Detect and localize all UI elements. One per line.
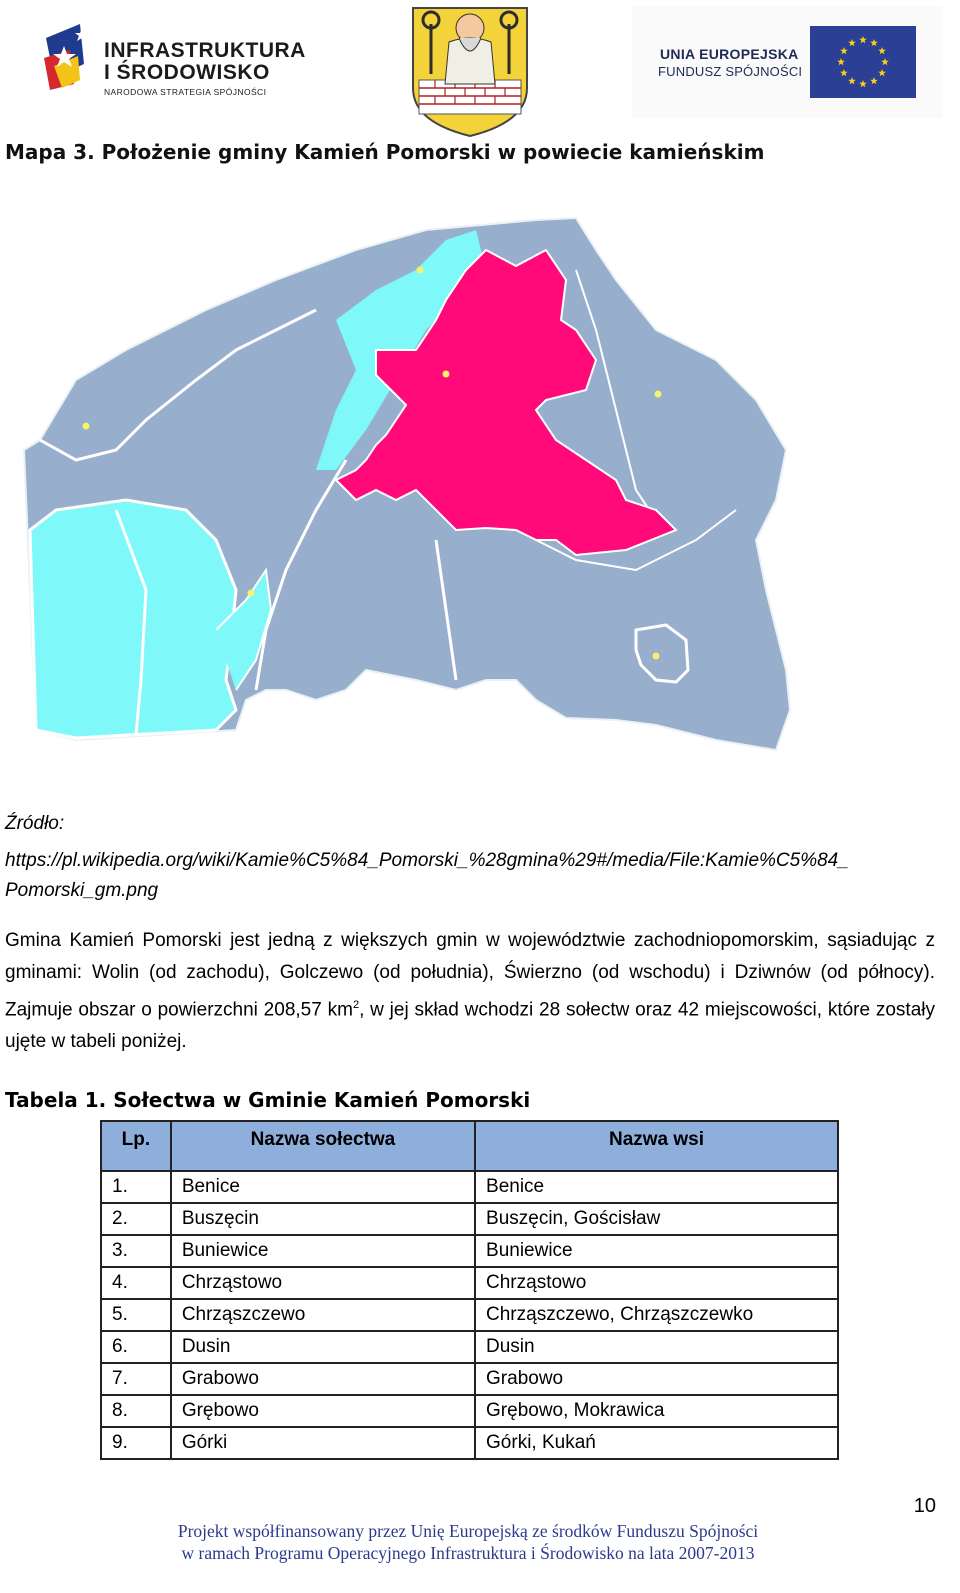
cell-solectwo: Buszęcin bbox=[171, 1203, 475, 1235]
ie-logo-line1: INFRASTRUKTURA bbox=[104, 39, 306, 62]
cell-lp: 3. bbox=[101, 1235, 171, 1267]
cell-lp: 2. bbox=[101, 1203, 171, 1235]
water-area bbox=[30, 500, 236, 738]
cell-wies: Buszęcin, Gościsław bbox=[475, 1203, 838, 1235]
ue-logo-line2: FUNDUSZ SPÓJNOŚCI bbox=[658, 64, 803, 79]
cell-solectwo: Górki bbox=[171, 1427, 475, 1459]
seat-marker bbox=[417, 267, 424, 274]
column-header-lp: Lp. bbox=[101, 1121, 171, 1171]
cell-solectwo: Buniewice bbox=[171, 1235, 475, 1267]
table-row bbox=[101, 1363, 838, 1395]
source-url[interactable]: https://pl.wikipedia.org/wiki/Kamie%C5%84_Pomorski_%28gmina%29#/media/File:Kamie%C5%84_ Pomorski_gm.png bbox=[5, 850, 849, 901]
cell-lp: 6. bbox=[101, 1331, 171, 1363]
table-row bbox=[101, 1299, 838, 1331]
cell-solectwo: Chrząszczewo bbox=[171, 1299, 475, 1331]
cell-wies: Chrząszczewo, Chrząszczewko bbox=[475, 1299, 838, 1331]
ue-logo-line1: UNIA EUROPEJSKA bbox=[660, 46, 799, 62]
table-row bbox=[101, 1395, 838, 1427]
description-paragraph bbox=[5, 925, 935, 1058]
cell-lp: 4. bbox=[101, 1267, 171, 1299]
paragraph-superscript: 2 bbox=[352, 999, 360, 1011]
footer-line1: Projekt współfinansowany przez Unię Europejską ze środków Funduszu Spójności bbox=[177, 1521, 759, 1541]
eu-flag-icon bbox=[810, 26, 916, 98]
table-row bbox=[101, 1427, 838, 1459]
cell-wies: Górki, Kukań bbox=[475, 1427, 838, 1459]
cell-lp: 8. bbox=[101, 1395, 171, 1427]
table-header-row bbox=[101, 1121, 838, 1171]
seat-marker bbox=[443, 371, 450, 378]
ie-star-icon bbox=[40, 18, 102, 100]
seat-marker bbox=[655, 391, 662, 398]
cell-wies: Grabowo bbox=[475, 1363, 838, 1395]
cell-lp: 9. bbox=[101, 1427, 171, 1459]
footer bbox=[0, 1520, 936, 1564]
table-row bbox=[101, 1171, 838, 1203]
table-row bbox=[101, 1267, 838, 1299]
cell-wies: Benice bbox=[475, 1171, 838, 1203]
seat-marker bbox=[653, 653, 660, 660]
unia-europejska-logo bbox=[632, 6, 942, 118]
cell-lp: 5. bbox=[101, 1299, 171, 1331]
seat-marker bbox=[83, 423, 90, 430]
cell-solectwo: Grabowo bbox=[171, 1363, 475, 1395]
cell-lp: 7. bbox=[101, 1363, 171, 1395]
infrastruktura-i-srodowisko-logo bbox=[40, 18, 306, 100]
cell-wies: Buniewice bbox=[475, 1235, 838, 1267]
column-header-nazwa-solectwa: Nazwa sołectwa bbox=[171, 1121, 475, 1171]
cell-wies: Chrząstowo bbox=[475, 1267, 838, 1299]
seat-marker bbox=[248, 590, 255, 597]
cell-solectwo: Chrząstowo bbox=[171, 1267, 475, 1299]
cell-solectwo: Grębowo bbox=[171, 1395, 475, 1427]
cell-wies: Dusin bbox=[475, 1331, 838, 1363]
ie-logo-line2: I ŚRODOWISKO bbox=[104, 61, 270, 84]
map-title: Mapa 3. Położenie gminy Kamień Pomorski w powiecie kamieńskim bbox=[5, 140, 765, 164]
cell-lp: 1. bbox=[101, 1171, 171, 1203]
gmina-location-map bbox=[16, 210, 796, 775]
kamien-pomorski-crest-icon bbox=[409, 4, 531, 138]
cell-solectwo: Benice bbox=[171, 1171, 475, 1203]
cell-wies: Grębowo, Mokrawica bbox=[475, 1395, 838, 1427]
footer-line2: w ramach Programu Operacyjnego Infrastruktura i Środowisko na lata 2007-2013 bbox=[181, 1543, 755, 1563]
table-title: Tabela 1. Sołectwa w Gminie Kamień Pomorski bbox=[5, 1088, 531, 1112]
table-row bbox=[101, 1235, 838, 1267]
table-row bbox=[101, 1331, 838, 1363]
table-row bbox=[101, 1203, 838, 1235]
source-label: Źródło: bbox=[5, 813, 65, 834]
solectwa-table bbox=[100, 1120, 839, 1460]
cell-solectwo: Dusin bbox=[171, 1331, 475, 1363]
page-number: 10 bbox=[913, 1495, 936, 1517]
paragraph-text-2: , w jej skład wchodzi 28 sołectw oraz 42 miejscowości, które zostały ujęte w tabeli poniżej. bbox=[5, 999, 935, 1053]
column-header-nazwa-wsi: Nazwa wsi bbox=[475, 1121, 838, 1171]
ie-logo-line3: NARODOWA STRATEGIA SPÓJNOŚCI bbox=[104, 87, 267, 97]
paragraph-text-1: Gmina Kamień Pomorski jest jedną z większych gmin w województwie zachodniopomorskim, sąsiadując z gminami: Wolin (od zachodu), Golczewo (od południa), Świerzno (od wschodu) i Dziwnów (od północy). Zajmuje obszar o powierzchni 208,57 km bbox=[5, 930, 935, 1021]
